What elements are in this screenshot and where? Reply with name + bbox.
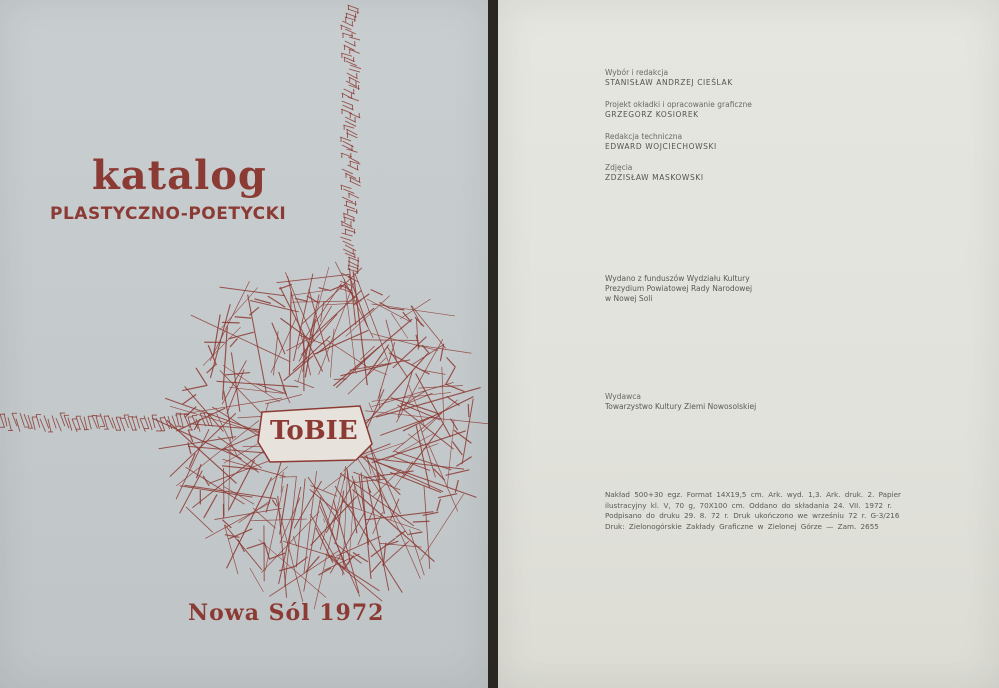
print-details — [605, 490, 901, 532]
print-detail-line: Nakład 500+30 egz. Format 14X19,5 cm. Ark. wyd. 1,3. Ark. druk. 2. Papier — [605, 490, 901, 499]
funding-line: w Nowej Soli — [605, 294, 653, 303]
credit-label: Projekt okładki i opracowanie graficzne — [605, 100, 752, 109]
credit-block-technical — [605, 132, 717, 152]
credit-label: Redakcja techniczna — [605, 132, 683, 141]
credit-value: EDWARD WOJCIECHOWSKI — [605, 142, 717, 151]
credit-label: Zdjęcia — [605, 163, 633, 172]
publisher-name: Towarzystwo Kultury Ziemi Nowosolskiej — [605, 402, 757, 411]
front-cover — [0, 0, 488, 688]
publisher-label: Wydawca — [605, 392, 641, 401]
colophon-page — [498, 0, 999, 688]
print-detail-line: Druk: Zielonogórskie Zakłady Graficzne w Zielonej Górze — Zam. 2655 — [605, 521, 879, 531]
credit-value: ZDZISŁAW MASKOWSKI — [605, 173, 704, 182]
credit-label: Wybór i redakcja — [605, 68, 669, 77]
cover-place-year: Nowa Sól 1972 — [188, 600, 385, 626]
cover-subtitle: PLASTYCZNO-POETYCKI — [50, 204, 287, 224]
credit-block-selection — [605, 68, 733, 88]
credit-value: GRZEGORZ KOSIOREK — [605, 110, 699, 119]
credit-block-photos — [605, 163, 704, 183]
cover-title: katalog — [92, 152, 267, 199]
credit-block-design — [605, 100, 752, 120]
emblem-badge-text: ToBIE — [270, 416, 358, 446]
credit-value: STANISŁAW ANDRZEJ CIEŚLAK — [605, 78, 733, 87]
publisher-block — [605, 392, 756, 412]
print-detail-line: ilustracyjny kl. V, 70 g, 70X100 cm. Oddano do składania 24. VII. 1972 r. — [605, 500, 892, 510]
funding-note — [605, 274, 752, 304]
abstract-emblem-illustration — [0, 0, 488, 688]
print-detail-line: Podpisano do druku 29. 8. 72 r. Druk ukończono we wrześniu 72 r. G-3/216 — [605, 511, 900, 520]
funding-line: Wydano z funduszów Wydziału Kultury — [605, 274, 750, 283]
funding-line: Prezydium Powiatowej Rady Narodowej — [605, 284, 753, 293]
